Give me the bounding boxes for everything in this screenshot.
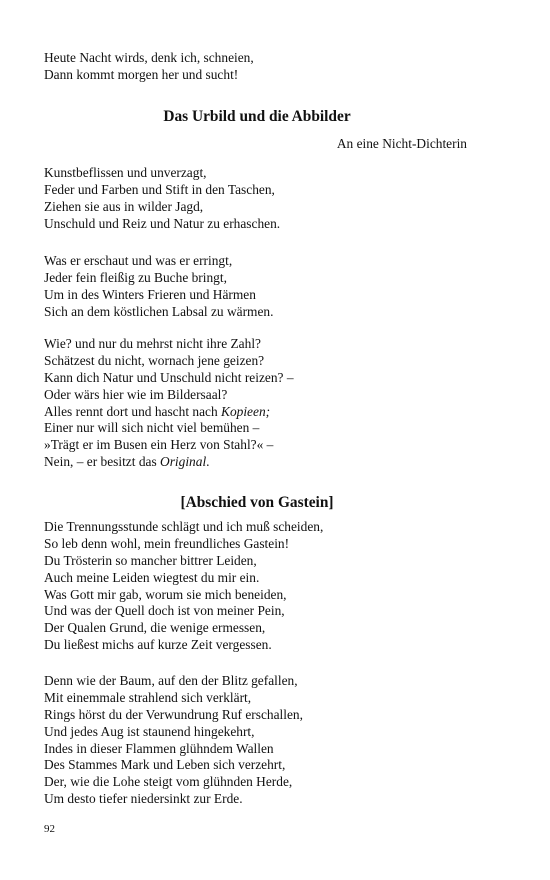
verse-line bbox=[44, 404, 504, 421]
poem1-stanza-1 bbox=[44, 165, 504, 233]
verse-line: Was Gott mir gab, worum sie mich beneiden, bbox=[44, 586, 287, 602]
verse-line: Mit einemmale strahlend sich verklärt, bbox=[44, 689, 252, 705]
poem2-stanza-2 bbox=[44, 673, 504, 808]
verse-line: »Trägt er im Busen ein Herz von Stahl?« – bbox=[44, 437, 274, 453]
verse-line: Dann kommt morgen her und sucht! bbox=[44, 66, 239, 82]
verse-line: Der, wie die Lohe steigt vom glühnden Herde, bbox=[44, 774, 293, 790]
poem2-stanza-1 bbox=[44, 519, 504, 654]
page-number: 92 bbox=[44, 823, 55, 835]
verse-line: Wie? und nur du mehrst nicht ihre Zahl? bbox=[44, 336, 261, 351]
verse-line: Du Trösterin so mancher bittrer Leiden, bbox=[44, 552, 257, 568]
verse-line: Der Qualen Grund, die wenige ermessen, bbox=[44, 620, 266, 636]
verse-line: Die Trennungsstunde schlägt und ich muß scheiden, bbox=[44, 519, 324, 534]
poem1-stanza-3 bbox=[44, 336, 504, 471]
verse-line: Um desto tiefer niedersinkt zur Erde. bbox=[44, 791, 243, 807]
verse-line: Ziehen sie aus in wilder Jagd, bbox=[44, 198, 204, 214]
verse-line: Feder und Farben und Stift in den Taschen, bbox=[44, 181, 275, 197]
verse-line: Unschuld und Reiz und Natur zu erhaschen. bbox=[44, 215, 281, 231]
previous-poem-ending bbox=[44, 50, 504, 84]
poem1-stanza-2 bbox=[44, 253, 504, 321]
verse-text: Nein, – er besitzt das bbox=[44, 454, 161, 470]
verse-line: So leb denn wohl, mein freundliches Gastein! bbox=[44, 535, 290, 551]
verse-line: Was er erschaut und was er erringt, bbox=[44, 253, 233, 268]
poem-title: [Abschied von Gastein] bbox=[180, 494, 334, 511]
verse-line: Des Stammes Mark und Leben sich verzehrt, bbox=[44, 757, 286, 773]
verse-emphasis: Original bbox=[160, 454, 207, 470]
verse-line: Denn wie der Baum, auf den der Blitz gefallen, bbox=[44, 673, 298, 688]
verse-line: Schätzest du nicht, wornach jene geizen? bbox=[44, 352, 265, 368]
verse-line: Du ließest michs auf kurze Zeit vergessen. bbox=[44, 637, 272, 653]
verse-line: Rings hörst du der Verwundrung Ruf erschallen, bbox=[44, 706, 303, 722]
verse-text: . bbox=[206, 454, 210, 470]
verse-text: Alles rennt dort und hascht nach bbox=[44, 403, 222, 419]
verse-line bbox=[44, 454, 504, 471]
poem-dedication: An eine Nicht-Dichterin bbox=[336, 136, 467, 151]
verse-line: Kann dich Natur und Unschuld nicht reizen? – bbox=[44, 369, 294, 385]
verse-line: Heute Nacht wirds, denk ich, schneien, bbox=[44, 50, 254, 65]
verse-line: Und was der Quell doch ist von meiner Pein, bbox=[44, 603, 285, 619]
poem-title: Das Urbild und die Abbilder bbox=[163, 108, 351, 125]
verse-emphasis: Kopieen; bbox=[221, 403, 271, 419]
verse-line: Kunstbeflissen und unverzagt, bbox=[44, 165, 207, 180]
verse-line: Oder wärs hier wie im Bildersaal? bbox=[44, 386, 228, 402]
verse-line: Jeder fein fleißig zu Buche bringt, bbox=[44, 269, 227, 285]
verse-line: Um in des Winters Frieren und Härmen bbox=[44, 286, 256, 302]
verse-line: Auch meine Leiden wiegtest du mir ein. bbox=[44, 569, 260, 585]
verse-line: Sich an dem köstlichen Labsal zu wärmen. bbox=[44, 303, 274, 319]
verse-line: Und jedes Aug ist staunend hingekehrt, bbox=[44, 723, 255, 739]
verse-line: Indes in dieser Flammen glühndem Wallen bbox=[44, 740, 274, 756]
verse-line: Einer nur will sich nicht viel bemühen – bbox=[44, 420, 260, 436]
